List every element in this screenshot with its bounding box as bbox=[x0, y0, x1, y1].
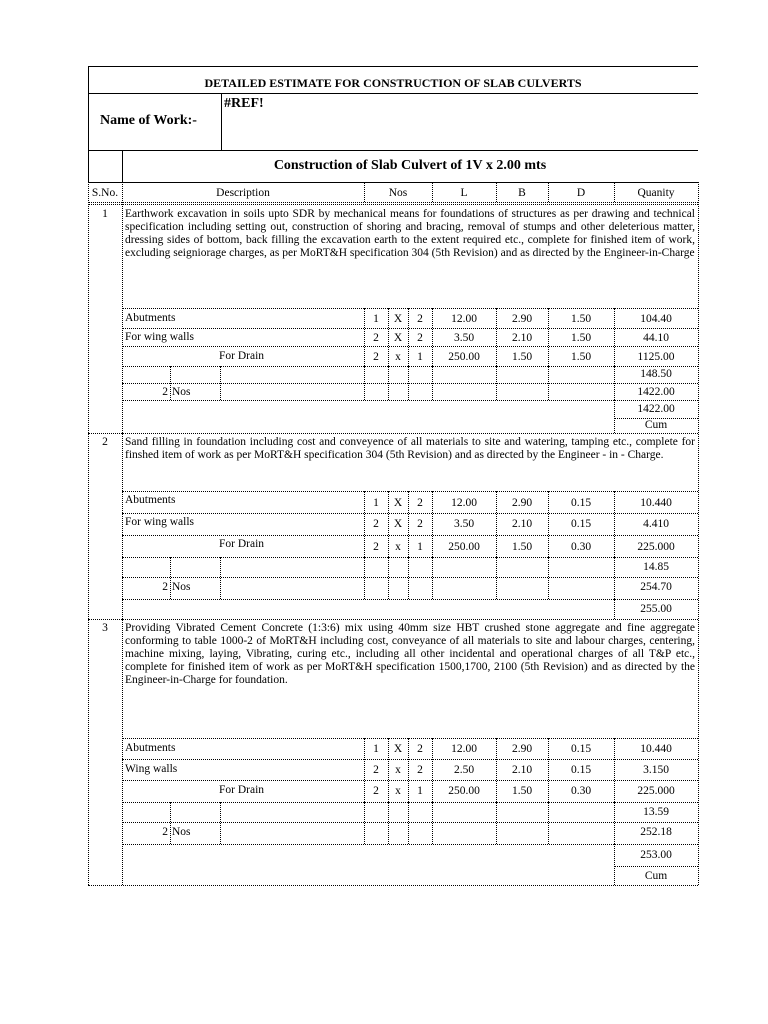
item-2-row-2-n1: 2 bbox=[373, 518, 379, 530]
grid-line-v bbox=[364, 557, 365, 599]
item-3-row-3-b: 1.50 bbox=[511, 785, 533, 797]
item-2-row-3-l: 250.00 bbox=[448, 541, 480, 553]
grid-line-v bbox=[220, 802, 221, 844]
grid-line-v bbox=[220, 557, 221, 599]
item-1-row-2-n1: 2 bbox=[373, 332, 379, 344]
item-1-row-1-n1: 1 bbox=[373, 313, 379, 325]
grid-line-h bbox=[122, 204, 698, 205]
item-2-row-1-n1: 1 bbox=[373, 497, 379, 509]
grid-line-v bbox=[388, 308, 389, 366]
grid-line-v bbox=[496, 491, 497, 557]
subtitle: Construction of Slab Culvert of 1V x 2.00 mts bbox=[273, 158, 547, 173]
item-1-row-2-l: 3.50 bbox=[453, 332, 475, 344]
item-2-row-3-d: 0.30 bbox=[570, 541, 592, 553]
item-3-row-3-label: For Drain bbox=[219, 784, 265, 796]
item-1-row-3-q: 1125.00 bbox=[637, 351, 675, 363]
grid-line-h bbox=[122, 513, 698, 514]
item-3-row-2-b: 2.10 bbox=[511, 764, 533, 776]
item-1-row-3-label: For Drain bbox=[219, 350, 265, 362]
grid-line-v bbox=[548, 557, 549, 599]
item-1-row-1-n2: 2 bbox=[417, 313, 423, 325]
item-2-row-2-op: X bbox=[393, 518, 403, 530]
item-3-row-1-label: Abutments bbox=[125, 742, 176, 754]
grid-line-v bbox=[432, 802, 433, 844]
item-2-row-3-q: 225.000 bbox=[637, 541, 675, 553]
item-3-unit: Cum bbox=[644, 870, 668, 882]
header-work-divider bbox=[221, 93, 222, 150]
grid-line-h bbox=[122, 491, 698, 492]
col-d: D bbox=[576, 187, 586, 199]
item-2-row-1-d: 0.15 bbox=[570, 497, 592, 509]
grid-line-v bbox=[388, 738, 389, 802]
item-2-row-3-b: 1.50 bbox=[511, 541, 533, 553]
name-of-work-label: Name of Work:- bbox=[100, 113, 197, 128]
grid-line-h bbox=[122, 366, 698, 367]
item-3-row-3-n1: 2 bbox=[373, 785, 379, 797]
grid-line-h bbox=[122, 577, 698, 578]
item-1-row-1-q: 104.40 bbox=[640, 313, 672, 325]
item-1-row-2-n2: 2 bbox=[417, 332, 423, 344]
item-1-row-1-label: Abutments bbox=[125, 312, 176, 324]
grid-line-h bbox=[88, 202, 698, 203]
item-2-row-1-n2: 2 bbox=[417, 497, 423, 509]
item-1-row-2-b: 2.10 bbox=[511, 332, 533, 344]
item-3-row-1-l: 12.00 bbox=[451, 743, 477, 755]
grid-line-v bbox=[614, 491, 615, 557]
grid-line-v bbox=[388, 557, 389, 599]
grid-line-h bbox=[88, 182, 698, 183]
grid-line-v bbox=[432, 557, 433, 599]
grid-line-h bbox=[122, 535, 698, 536]
item-3-row-2-l: 2.50 bbox=[453, 764, 475, 776]
col-quantity: Quanity bbox=[637, 187, 675, 199]
item-3-row-3-op: x bbox=[395, 785, 401, 797]
grid-line-v bbox=[614, 557, 615, 599]
item-2-row-2-l: 3.50 bbox=[453, 518, 475, 530]
item-2-row-3-n1: 2 bbox=[373, 541, 379, 553]
grid-line-v bbox=[388, 802, 389, 844]
col-sno: S.No. bbox=[91, 187, 119, 199]
grid-line-v bbox=[432, 738, 433, 802]
grid-line-v bbox=[548, 802, 549, 844]
grid-line-h bbox=[122, 759, 698, 760]
grid-line-v bbox=[432, 491, 433, 557]
item-3-subtotal: 13.59 bbox=[643, 806, 669, 818]
item-3-row-1-n2: 2 bbox=[417, 743, 423, 755]
item-1-nos-label: Nos bbox=[172, 386, 191, 398]
item-2-nos-count: 2 bbox=[162, 581, 168, 593]
item-1-rounded: 1422.00 bbox=[637, 403, 675, 415]
name-of-work-value: #REF! bbox=[224, 96, 264, 111]
item-3-sno: 3 bbox=[102, 622, 108, 634]
item-1-row-2-op: X bbox=[393, 332, 403, 344]
item-3-row-3-d: 0.30 bbox=[570, 785, 592, 797]
item-3-row-1-d: 0.15 bbox=[570, 743, 592, 755]
grid-line-v bbox=[614, 308, 615, 366]
item-2-row-2-q: 4.410 bbox=[643, 518, 669, 530]
item-2-subtotal: 14.85 bbox=[643, 561, 669, 573]
item-1-total: 1422.00 bbox=[637, 386, 675, 398]
grid-line-h bbox=[614, 418, 698, 419]
grid-line-v bbox=[432, 366, 433, 400]
item-2-row-3-op: x bbox=[395, 541, 401, 553]
item-2-row-2-n2: 2 bbox=[417, 518, 423, 530]
grid-line-h bbox=[122, 433, 698, 434]
item-1-subtotal: 148.50 bbox=[640, 368, 672, 380]
item-2-nos-label: Nos bbox=[172, 581, 191, 593]
item-3-row-2-q: 3.150 bbox=[643, 764, 669, 776]
grid-line-v bbox=[408, 491, 409, 557]
item-3-row-2-n1: 2 bbox=[373, 764, 379, 776]
item-2-row-3-n2: 1 bbox=[417, 541, 423, 553]
item-1-row-1-op: X bbox=[393, 313, 403, 325]
item-3-row-3-l: 250.00 bbox=[448, 785, 480, 797]
grid-line-v bbox=[408, 308, 409, 366]
header-title-border bbox=[88, 93, 698, 94]
grid-line-h bbox=[122, 308, 698, 309]
grid-line-v bbox=[496, 366, 497, 400]
grid-line-v bbox=[614, 844, 615, 885]
item-2-total: 254.70 bbox=[640, 581, 672, 593]
grid-line-h bbox=[122, 400, 698, 401]
item-1-nos-count: 2 bbox=[162, 386, 168, 398]
grid-line-v bbox=[614, 182, 615, 202]
grid-line-h bbox=[122, 844, 698, 845]
grid-line-v bbox=[408, 802, 409, 844]
grid-line-h bbox=[88, 885, 698, 886]
header-work-border bbox=[88, 150, 698, 151]
grid-line-v bbox=[496, 308, 497, 366]
grid-line-h bbox=[122, 802, 698, 803]
item-3-rounded: 253.00 bbox=[640, 849, 672, 861]
grid-line-h bbox=[122, 738, 698, 739]
grid-line-v bbox=[548, 308, 549, 366]
grid-line-h bbox=[122, 328, 698, 329]
grid-line-h bbox=[122, 383, 698, 384]
item-1-row-3-l: 250.00 bbox=[448, 351, 480, 363]
item-2-row-2-label: For wing walls bbox=[125, 516, 194, 528]
grid-line-v bbox=[548, 491, 549, 557]
item-1-row-3-d: 1.50 bbox=[570, 351, 592, 363]
item-2-row-2-b: 2.10 bbox=[511, 518, 533, 530]
item-1-row-2-d: 1.50 bbox=[570, 332, 592, 344]
col-description: Description bbox=[216, 187, 270, 199]
item-1-description: Earthwork excavation in soils upto SDR by mechanical means for foundations of structures as per drawing and technical specification including setting out, construction of shoring and bracing, removal of stumps and other deleterious matter, dressing sides of bottom, back filling the excavation earth to the extent required etc., complete for finished item of work, excluding seigniorage charges, as per MoRT&H specification 304 (5th Revision) and as directed by the Engineer-in-Charge bbox=[125, 208, 695, 259]
grid-line-h bbox=[122, 780, 698, 781]
grid-line-v bbox=[88, 182, 89, 885]
grid-line-v bbox=[408, 557, 409, 599]
item-2-sno: 2 bbox=[102, 436, 108, 448]
grid-line-v bbox=[614, 599, 615, 619]
grid-line-v bbox=[364, 182, 365, 202]
item-1-row-3-n2: 1 bbox=[417, 351, 423, 363]
item-1-row-1-l: 12.00 bbox=[451, 313, 477, 325]
item-2-row-1-q: 10.440 bbox=[640, 497, 672, 509]
grid-line-v bbox=[364, 308, 365, 366]
grid-line-h bbox=[122, 599, 698, 600]
grid-line-v bbox=[432, 182, 433, 202]
grid-line-v bbox=[698, 182, 699, 885]
grid-line-h bbox=[122, 557, 698, 558]
grid-line-h bbox=[122, 822, 698, 823]
grid-line-v bbox=[614, 802, 615, 844]
grid-line-v bbox=[548, 366, 549, 400]
item-3-row-3-n2: 1 bbox=[417, 785, 423, 797]
grid-line-v bbox=[496, 738, 497, 802]
grid-line-h bbox=[614, 866, 698, 867]
grid-line-v bbox=[496, 182, 497, 202]
grid-line-h bbox=[122, 346, 698, 347]
grid-line-v bbox=[170, 366, 171, 400]
item-2-row-1-l: 12.00 bbox=[451, 497, 477, 509]
item-3-row-1-n1: 1 bbox=[373, 743, 379, 755]
item-3-row-2-op: x bbox=[395, 764, 401, 776]
item-1-row-2-q: 44.10 bbox=[643, 332, 669, 344]
grid-line-v bbox=[432, 308, 433, 366]
page-title: DETAILED ESTIMATE FOR CONSTRUCTION OF SLAB CULVERTS bbox=[204, 76, 582, 90]
item-2-description: Sand filling in foundation including cost and conveyence of all materials to site and watering, tamping etc., complete for finshed item of work as per MoRT&H specification 304 (5th Revision) and as directed by the Engineer - in - Charge. bbox=[125, 436, 695, 461]
item-1-row-1-d: 1.50 bbox=[570, 313, 592, 325]
item-1-unit: Cum bbox=[644, 419, 668, 431]
grid-line-h bbox=[122, 619, 698, 620]
grid-line-v bbox=[364, 491, 365, 557]
col-b: B bbox=[518, 187, 526, 199]
item-1-row-3-op: x bbox=[395, 351, 401, 363]
grid-line-v bbox=[364, 802, 365, 844]
item-2-rounded: 255.00 bbox=[640, 603, 672, 615]
grid-line-v bbox=[408, 366, 409, 400]
item-3-row-3-q: 225.000 bbox=[637, 785, 675, 797]
item-3-row-1-b: 2.90 bbox=[511, 743, 533, 755]
item-3-nos-label: Nos bbox=[172, 826, 191, 838]
item-3-description: Providing Vibrated Cement Concrete (1:3:6) mix using 40mm size HBT crushed stone aggregate and fine aggregate conforming to table 1000-2 of MoRT&H including cost, conveyance of all materials to site and labour charges, centering, machine mixing, laying, Vibrating, curing etc., including all other incidental and operational charges of all T&P etc., complete for finished item of work as per MoRT&H specification 1500,1700, 2100 (5th Revision) and as directed by the Engineer-in-Charge for foundation. bbox=[125, 622, 695, 686]
item-2-row-1-op: X bbox=[393, 497, 403, 509]
item-2-row-2-d: 0.15 bbox=[570, 518, 592, 530]
item-3-row-2-n2: 2 bbox=[417, 764, 423, 776]
grid-line-v bbox=[548, 738, 549, 802]
grid-line-v bbox=[614, 400, 615, 433]
col-l: L bbox=[460, 187, 468, 199]
grid-line-v bbox=[496, 557, 497, 599]
grid-line-v bbox=[364, 366, 365, 400]
item-1-row-3-b: 1.50 bbox=[511, 351, 533, 363]
grid-line-v bbox=[364, 738, 365, 802]
item-1-row-1-b: 2.90 bbox=[511, 313, 533, 325]
item-2-row-1-label: Abutments bbox=[125, 494, 176, 506]
item-3-row-1-op: X bbox=[393, 743, 403, 755]
item-1-sno: 1 bbox=[102, 208, 108, 220]
item-1-row-3-n1: 2 bbox=[373, 351, 379, 363]
item-3-total: 252.18 bbox=[640, 826, 672, 838]
grid-line-v bbox=[496, 802, 497, 844]
item-1-row-2-label: For wing walls bbox=[125, 331, 194, 343]
grid-line-v bbox=[388, 491, 389, 557]
col-nos: Nos bbox=[388, 187, 408, 199]
item-3-row-2-label: Wing walls bbox=[125, 763, 178, 775]
grid-line-v bbox=[614, 366, 615, 400]
item-3-row-2-d: 0.15 bbox=[570, 764, 592, 776]
grid-line-v bbox=[170, 802, 171, 844]
grid-line-v bbox=[408, 738, 409, 802]
grid-line-v bbox=[220, 366, 221, 400]
header-top-border bbox=[88, 66, 698, 67]
grid-line-v bbox=[170, 557, 171, 599]
grid-line-v bbox=[388, 366, 389, 400]
item-3-row-1-q: 10.440 bbox=[640, 743, 672, 755]
item-2-row-1-b: 2.90 bbox=[511, 497, 533, 509]
grid-line-v bbox=[614, 738, 615, 802]
item-3-nos-count: 2 bbox=[162, 826, 168, 838]
item-2-row-3-label: For Drain bbox=[219, 538, 265, 550]
grid-line-v bbox=[548, 182, 549, 202]
